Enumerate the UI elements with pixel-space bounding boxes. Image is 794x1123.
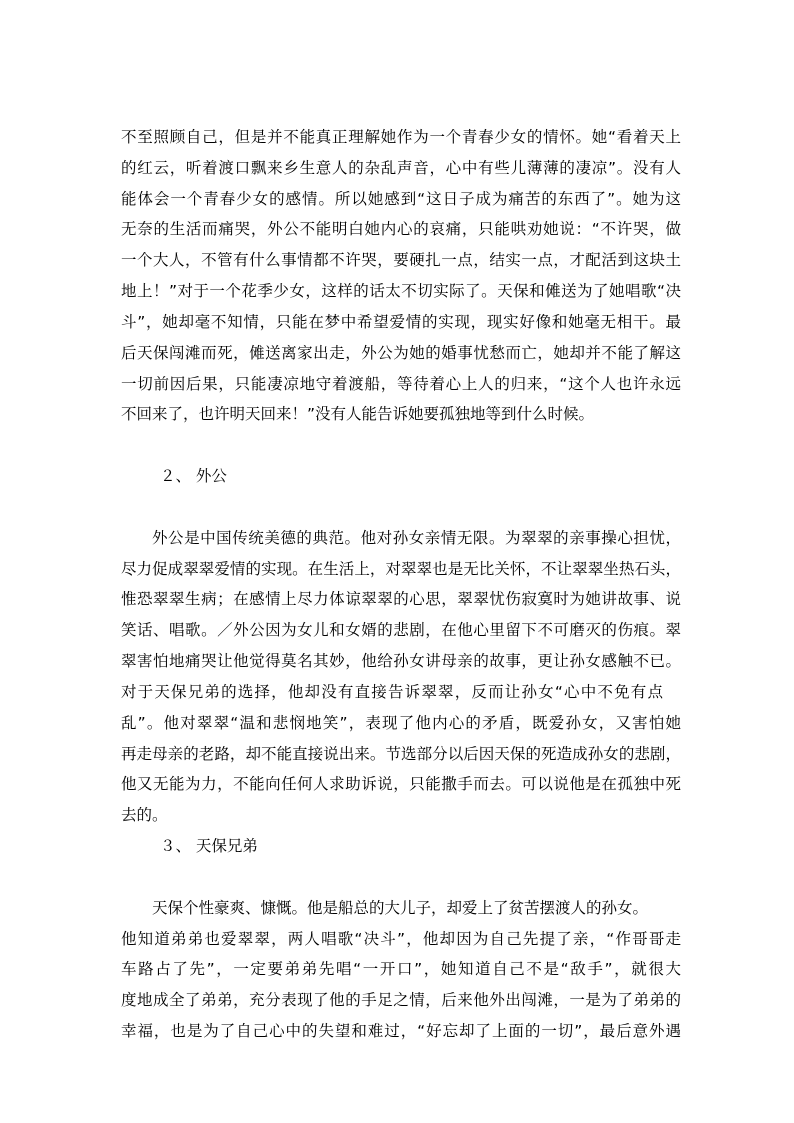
section-heading-tianbao-brothers: ３、 天保兄弟 [160, 837, 258, 855]
text-line: 地上！”对于一个花季少女，这样的话太不切实际了。天保和傩送为了她唱歌“决 [121, 282, 681, 300]
text-line: 他又无能为力，不能向任何人求助诉说，只能撒手而去。可以说他是在孤独中死 [121, 775, 681, 793]
text-line: 笑话、唱歌。／外公因为女儿和女婿的悲剧，在他心里留下不可磨灭的伤痕。翠 [121, 621, 681, 639]
text-line: 对于天保兄弟的选择，他却没有直接告诉翠翠，反而让孙女“心中不免有点 [121, 683, 663, 701]
text-line: 尽力促成翠翠爱情的实现。在生活上，对翠翠也是无比关怀，不让翠翠坐热石头， [121, 560, 681, 578]
text-line: 一切前因后果，只能凄凉地守着渡船，等待着心上人的归来，“这个人也许永远 [121, 375, 681, 393]
text-line: 一个大人，不管有什么事情都不许哭，要硬扎一点，结实一点，才配活到这块土 [121, 251, 681, 269]
text-line: 斗”，她却毫不知情，只能在梦中希望爱情的实现，现实好像和她毫无相干。最 [121, 313, 681, 331]
section-heading-grandfather: ２、 外公 [160, 467, 227, 485]
text-line: 的红云，听着渡口飘来乡生意人的杂乱声音，心中有些儿薄薄的凄凉”。没有人 [121, 159, 681, 177]
text-line: 车路占了先”，一定要弟弟先唱“一开口”，她知道自己不是“敌手”，就很大 [121, 960, 681, 978]
text-line: 去的。 [121, 806, 168, 824]
text-line: 无奈的生活而痛哭，外公不能明白她内心的哀痛，只能哄劝她说：“不许哭，做 [121, 220, 681, 238]
text-line: 不回来了，也许明天回来！”没有人能告诉她要孤独地等到什么时候。 [121, 405, 595, 423]
text-line: 他知道弟弟也爱翠翠，两人唱歌“决斗”，他却因为自己先提了亲，“作哥哥走 [121, 930, 681, 948]
text-line: 翠害怕地痛哭让他觉得莫名其妙，他给孙女讲母亲的故事，更让孙女感触不已。 [121, 652, 681, 670]
text-line: 后天保闯滩而死，傩送离家出走，外公为她的婚事忧愁而亡，她却并不能了解这 [121, 344, 681, 362]
text-line: 乱”。他对翠翠“温和悲悯地笑”，表现了他内心的矛盾，既爱孙女，又害怕她 [121, 714, 681, 732]
text-line: 再走母亲的老路，却不能直接说出来。节选部分以后因天保的死造成孙女的悲剧， [121, 745, 681, 763]
text-line: 天保个性豪爽、慷慨。他是船总的大儿子，却爱上了贫苦摆渡人的孙女。 [152, 899, 649, 917]
text-line: 不至照顾自己，但是并不能真正理解她作为一个青春少女的情怀。她“看着天上 [121, 128, 681, 146]
text-line: 能体会一个青春少女的感情。所以她感到“这日子成为痛苦的东西了”。她为这 [121, 190, 681, 208]
text-line: 惟恐翠翠生病；在感情上尽力体谅翠翠的心思，翠翠忧伤寂寞时为她讲故事、说 [121, 590, 681, 608]
text-line: 度地成全了弟弟，充分表现了他的手足之情，后来他外出闯滩，一是为了弟弟的 [121, 991, 681, 1009]
text-line: 外公是中国传统美德的典范。他对孙女亲情无限。为翠翠的亲事操心担忧， [152, 529, 681, 547]
text-line: 幸福，也是为了自己心中的失望和难过，“好忘却了上面的一切”，最后意外遇 [121, 1022, 681, 1040]
